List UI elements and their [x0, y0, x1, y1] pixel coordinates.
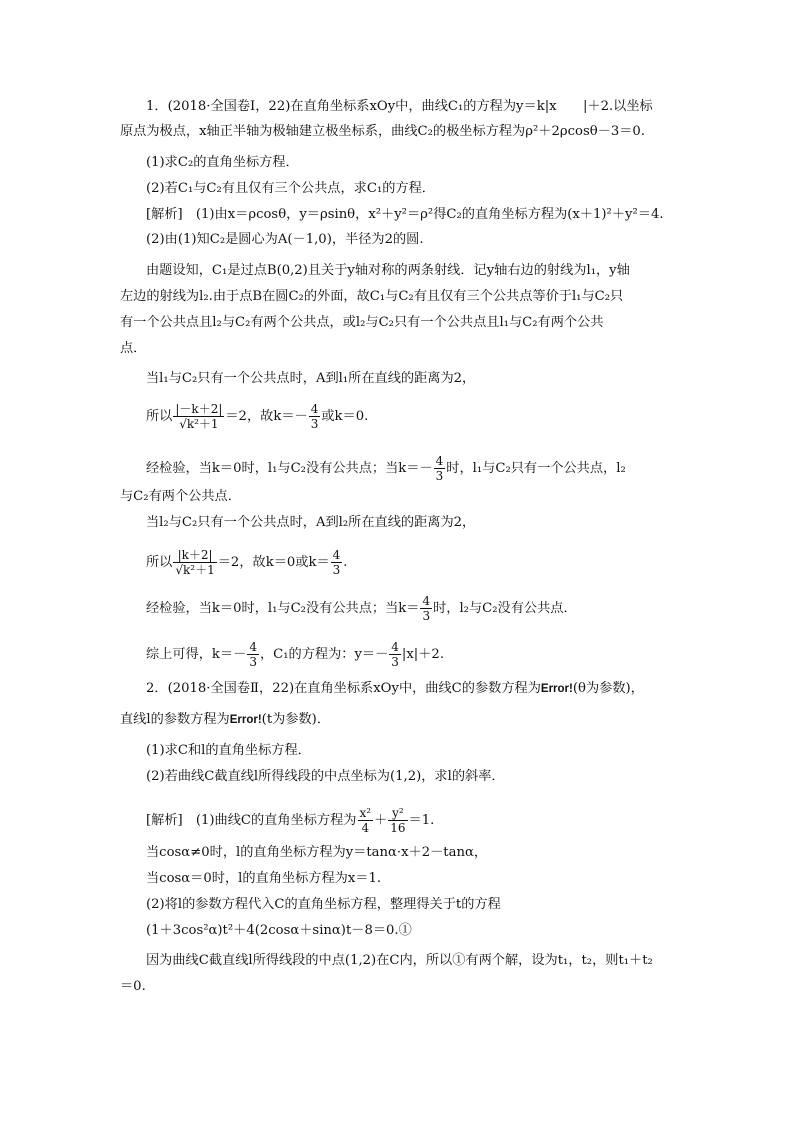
problem-1-question-1: (1)求C₂的直角坐标方程． — [146, 155, 299, 170]
error-placeholder: Error! — [540, 683, 573, 695]
fraction — [309, 402, 321, 431]
problem-2-solution-3: 当cosα＝0时，l的直角坐标方程为x＝1. — [146, 871, 382, 886]
text: 时，l₂与C₂没有公共点． — [433, 601, 577, 616]
fraction-denominator: 3 — [332, 563, 341, 577]
fraction-denominator: 4 — [361, 821, 370, 835]
text: 所以 — [146, 555, 173, 570]
text: 经检验，当k＝0时，l₁与C₂没有公共点；当k＝ — [146, 601, 420, 616]
fraction-numerator: 4 — [391, 640, 399, 654]
fraction — [173, 548, 216, 577]
fraction-denominator: √k²＋1 — [175, 563, 215, 577]
fraction — [420, 594, 432, 623]
problem-1-solution-8 — [146, 402, 368, 431]
problem-2-solution-6: 因为曲线C截直线l所得线段的中点(1,2)在C内，所以①有两个解，设为t₁，t₂，则t₁＋t₂ — [146, 953, 653, 968]
fraction-numerator: 4 — [332, 548, 341, 562]
problem-1-solution-9 — [146, 454, 626, 483]
fraction-numerator: x² — [359, 806, 372, 820]
problem-2-solution-1 — [146, 806, 434, 835]
problem-1-solution-2: (2)由(1)知C₂是圆心为A(－1,0)，半径为2的圆. — [146, 232, 424, 247]
fraction — [358, 806, 374, 835]
problem-1-solution-6: 点． — [120, 341, 147, 356]
problem-2-solution-5: (1＋3cos²α)t²＋4(2cosα＋sinα)t－8＝0.① — [146, 923, 412, 938]
fraction-numerator: 4 — [249, 640, 257, 654]
fraction-denominator: 3 — [422, 609, 431, 623]
problem-1-question-2: (2)若C₁与C₂有且仅有三个公共点，求C₁的方程． — [146, 181, 435, 196]
text: (t为参数)． — [261, 712, 331, 727]
problem-1-solution-3: 由题设知，C₁是过点B(0,2)且关于y轴对称的两条射线．记y轴右边的射线为l₁，y轴 — [146, 263, 630, 278]
text: ＝1. — [408, 813, 435, 828]
fraction — [388, 806, 407, 835]
problem-1-line-1: 1．(2018·全国卷Ⅰ，22)在直角坐标系xOy中，曲线C₁的方程为y＝k|x |＋2.以坐标 — [146, 99, 653, 114]
fraction — [173, 402, 224, 431]
problem-2-solution-2: 当cosα≠0时，l的直角坐标方程为y＝tanα·x＋2－tanα， — [146, 845, 488, 860]
problem-1-solution-7: 当l₁与C₂只有一个公共点时，A到l₁所在直线的距离为2， — [146, 371, 476, 386]
fraction-denominator: 3 — [435, 469, 444, 483]
fraction — [434, 454, 446, 483]
text: 时，l₁与C₂只有一个公共点，l₂ — [446, 461, 626, 476]
text: (θ为参数)， — [572, 681, 644, 696]
problem-1-line-2: 原点为极点，x轴正半轴为极轴建立极坐标系，曲线C₂的极坐标方程为ρ²＋2ρcosθ－3＝0. — [120, 124, 645, 139]
problem-1-solution-10: 与C₂有两个公共点． — [120, 489, 241, 504]
problem-2-solution-7: ＝0. — [120, 979, 146, 994]
fraction-numerator: |k＋2| — [173, 548, 216, 563]
text: 直线l的参数方程为 — [120, 712, 230, 727]
fraction-denominator: √k²＋1 — [179, 417, 219, 431]
text: 所以 — [146, 409, 173, 424]
problem-1-conclusion — [146, 640, 444, 669]
fraction-numerator: 4 — [310, 402, 319, 416]
text: 或k＝0. — [321, 409, 369, 424]
text: ＝2，故k＝－ — [225, 409, 308, 424]
problem-1-solution-11: 当l₂与C₂只有一个公共点时，A到l₂所在直线的距离为2， — [146, 515, 476, 530]
fraction-numerator: |－k＋2| — [175, 402, 223, 416]
fraction — [389, 640, 401, 669]
fraction-denominator: 3 — [391, 655, 399, 669]
fraction-denominator: 3 — [249, 655, 257, 669]
text: ＋ — [374, 813, 388, 828]
text: 综上可得，k＝－ — [146, 647, 247, 662]
problem-1-solution-12 — [146, 548, 347, 577]
fraction-numerator: 4 — [422, 594, 431, 608]
fraction-denominator: 3 — [310, 417, 319, 431]
fraction-numerator: 4 — [435, 454, 444, 468]
fraction-numerator: y² — [388, 806, 407, 821]
problem-2-solution-4: (2)将l的参数方程代入C的直角坐标方程，整理得关于t的方程 — [146, 897, 501, 912]
fraction — [331, 548, 343, 577]
text: [解析] (1)曲线C的直角坐标方程为 — [146, 813, 357, 828]
problem-1-solution-13 — [146, 594, 577, 623]
text: |x|＋2. — [401, 647, 445, 662]
fraction-denominator: 16 — [390, 821, 406, 835]
text: ，C₁的方程为：y＝－ — [259, 647, 389, 662]
problem-1-solution-4: 左边的射线为l₂.由于点B在圆C₂的外面，故C₁与C₂有且仅有三个公共点等价于l₁与C₂只 — [120, 289, 624, 304]
error-placeholder: Error! — [229, 714, 262, 726]
problem-2-question-2: (2)若曲线C截直线l所得线段的中点坐标为(1,2)，求l的斜率． — [146, 769, 505, 784]
fraction — [247, 640, 259, 669]
text: 经检验，当k＝0时，l₁与C₂没有公共点；当k＝－ — [146, 461, 433, 476]
problem-1-solution-5: 有一个公共点且l₂与C₂有两个公共点，或l₂与C₂只有一个公共点且l₁与C₂有两个公共 — [120, 315, 604, 330]
problem-1-solution-1: [解析] (1)由x＝ρcosθ，y＝ρsinθ，x²＋y²＝ρ²得C₂的直角坐标方程为(x＋1)²＋y²＝4. — [146, 207, 664, 222]
problem-2-line-2 — [120, 711, 330, 729]
text: ＝2，故k＝0或k＝ — [217, 555, 330, 570]
problem-2-line-1 — [146, 680, 644, 698]
text: . — [343, 555, 348, 570]
text: 2．(2018·全国卷Ⅱ，22)在直角坐标系xOy中，曲线C的参数方程为 — [146, 681, 541, 696]
problem-2-question-1: (1)求C和l的直角坐标方程． — [146, 743, 311, 758]
